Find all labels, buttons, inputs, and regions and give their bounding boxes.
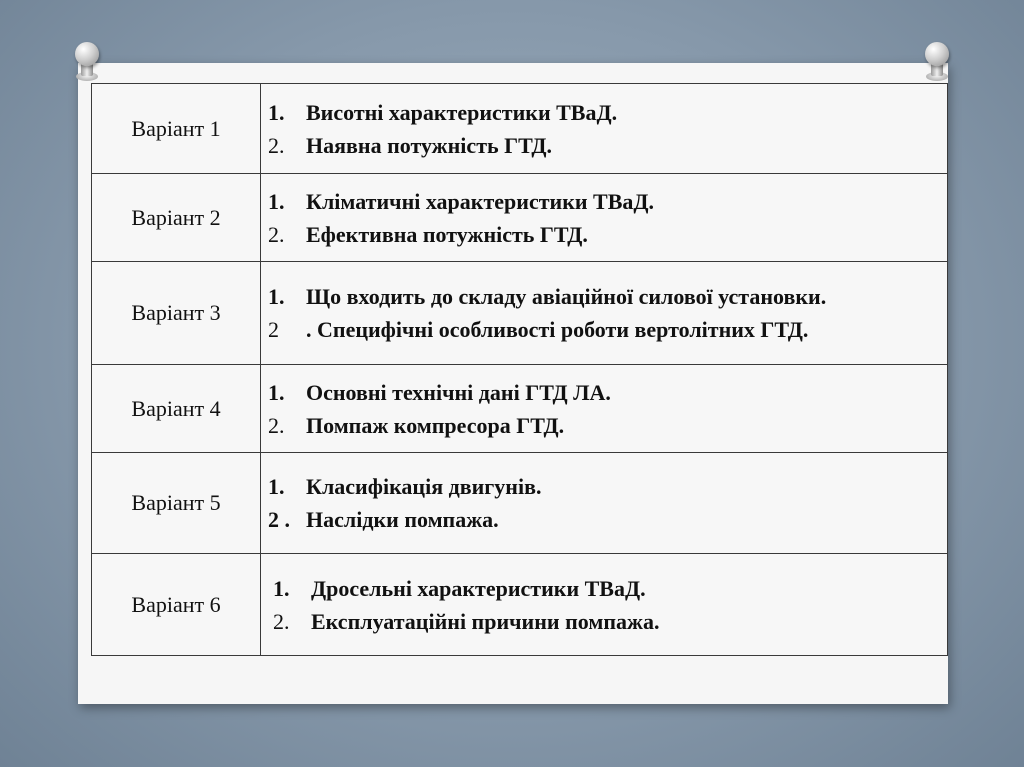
table-row: [92, 554, 948, 656]
table-row: [92, 84, 948, 174]
list-item: 1. Що входить до складу авіаційної силової установки.: [268, 284, 827, 309]
list-item: 2. Експлуатаційні причини помпажа.: [273, 608, 660, 634]
list-item: 2 . Специфічні особливості роботи вертолітних ГТД.: [268, 317, 809, 342]
variant-items: [261, 174, 948, 262]
list-item: 1. Класифікація двигунів.: [268, 474, 542, 499]
variant-items: [261, 84, 948, 174]
variant-label: Варіант 6: [92, 554, 261, 656]
variant-label: Варіант 5: [92, 453, 261, 554]
variant-label: Варіант 1: [92, 84, 261, 174]
variant-items: [261, 262, 948, 365]
pushpin-icon: [72, 42, 102, 82]
table-row: [92, 174, 948, 262]
variant-label: Варіант 3: [92, 262, 261, 365]
table-row: [92, 453, 948, 554]
table-row: [92, 262, 948, 365]
list-item: 1. Дросельні характеристики ТВаД.: [273, 575, 646, 601]
variants-table: [91, 83, 948, 656]
variant-items: [261, 365, 948, 453]
list-item: 1. Висотні характеристики ТВаД.: [268, 99, 618, 125]
list-item: 2. Помпаж компресора ГТД.: [268, 412, 565, 438]
variant-label: Варіант 4: [92, 365, 261, 453]
list-item: 1. Основні технічні дані ГТД ЛА.: [268, 379, 611, 405]
list-item: 2. Ефективна потужність ГТД.: [268, 221, 588, 247]
pushpin-icon: [922, 42, 952, 82]
table-row: [92, 365, 948, 453]
list-item: 1. Кліматичні характеристики ТВаД.: [268, 188, 655, 214]
variant-items: [261, 554, 948, 656]
list-item: 2. Наявна потужність ГТД.: [268, 132, 553, 158]
variant-items: [261, 453, 948, 554]
list-item: 2 . Наслідки помпажа.: [268, 507, 499, 532]
variant-label: Варіант 2: [92, 174, 261, 262]
